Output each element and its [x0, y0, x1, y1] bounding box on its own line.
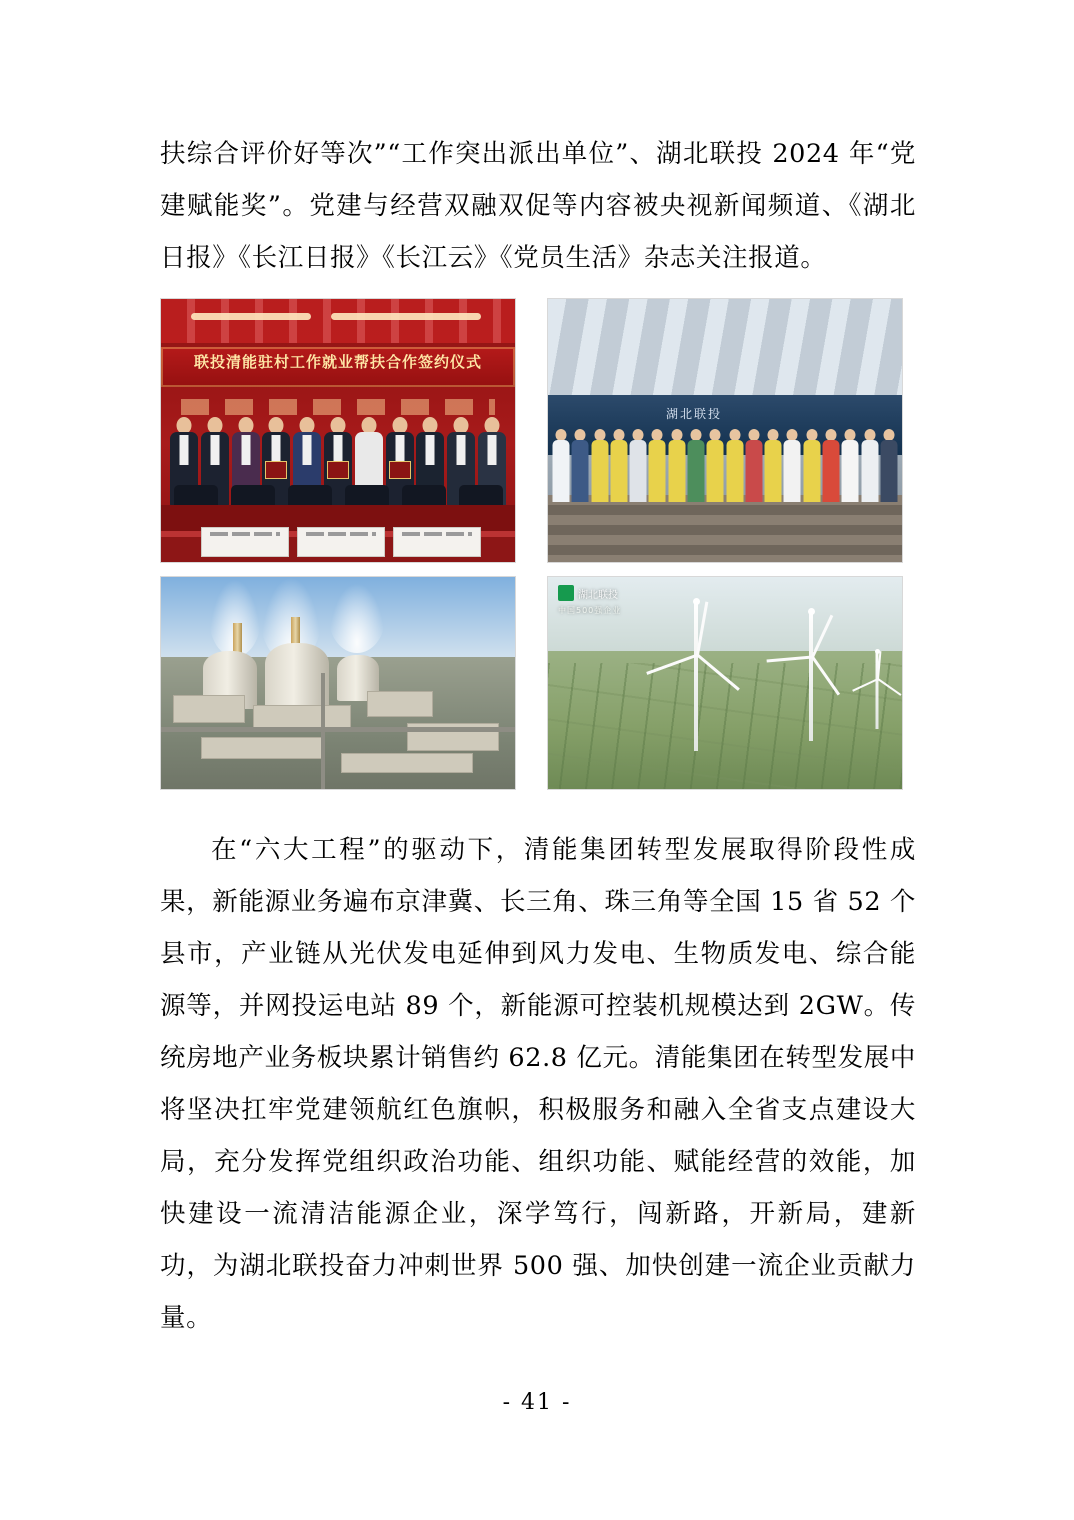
watermark-logo — [558, 585, 618, 601]
plant-building — [253, 705, 351, 729]
plant-building — [201, 737, 323, 759]
plant-building — [341, 753, 473, 773]
watermark-subtitle: 中国500强企业 — [558, 606, 622, 615]
banner-caption: 联投清能驻村工作就业帮扶合作签约仪式 — [193, 353, 482, 371]
nameplate — [297, 527, 385, 557]
person — [783, 429, 801, 505]
person — [591, 429, 609, 505]
nameplate — [393, 527, 481, 557]
person — [668, 429, 686, 505]
person — [610, 429, 628, 505]
person — [629, 429, 647, 505]
person — [841, 429, 859, 505]
plant-road — [321, 673, 325, 789]
wind-turbine — [666, 601, 726, 751]
page-number: - 41 - — [502, 1390, 572, 1415]
figure-wind-farm — [547, 576, 903, 790]
lobby-floor — [548, 495, 902, 562]
person — [745, 429, 763, 505]
figure-power-plant — [160, 576, 516, 790]
person — [706, 429, 724, 505]
person — [764, 429, 782, 505]
figure-group-photo — [547, 298, 903, 563]
wind-turbine — [784, 611, 838, 741]
wind-turbine — [860, 651, 894, 729]
plant-building — [173, 695, 245, 723]
lobby-ceiling — [548, 299, 902, 395]
plant-road — [161, 727, 516, 732]
person — [822, 429, 840, 505]
cooling-tower — [265, 643, 329, 713]
paragraph-top: 扶综合评价好等次”“工作突出派出单位”、湖北联投 2024 年“党建赋能奖”。党建与经营双融双促等内容被央视新闻频道、《湖北日报》《长江日报》《长江云》《党员生活》杂志关注报道。 — [160, 139, 916, 273]
paragraph-bottom: 在“六大工程”的驱动下，清能集团转型发展取得阶段性成果，新能源业务遍布京津冀、长三角、珠三角等全国 15 省 52 个县市，产业链从光伏发电延伸到风力发电、生物质发电、综合能源等，并网投运电站 89 个，新能源可控装机规模达到 2GW。传统房地产业务板块累计销售约 62.8 亿元。清能集团在转型发展中将坚决扛牢党建领航红色旗帜，积极服务和融入全省支点建设大局，充分发挥党组织政治功能、组织功能、赋能经营的效能，加快建设一流清洁能源企业，深学笃行，闯新路，开新局，建新功，为湖北联投奋力冲刺世界 500 强、加快创建一流企业贡献力量。 — [160, 835, 916, 1333]
figure-grid — [160, 298, 916, 790]
venue-sign-label: 湖北联投 — [666, 407, 723, 421]
person — [571, 429, 589, 505]
backdrop-text — [181, 399, 495, 415]
person — [552, 429, 570, 505]
watermark-title: 湖北联投 — [578, 589, 618, 601]
light-bar — [191, 313, 311, 320]
plant-building — [367, 691, 433, 717]
figure-signing-ceremony — [160, 298, 516, 563]
person — [803, 429, 821, 505]
light-bar — [331, 313, 481, 320]
steam-plume — [329, 583, 385, 653]
person — [687, 429, 705, 505]
person — [648, 429, 666, 505]
person — [880, 429, 898, 505]
person — [726, 429, 744, 505]
person — [861, 429, 879, 505]
brand-mark-icon — [558, 585, 574, 601]
page-content — [160, 128, 916, 1344]
nameplate — [201, 527, 289, 557]
ceiling-decor — [161, 299, 515, 343]
group-photo-people — [552, 429, 898, 505]
